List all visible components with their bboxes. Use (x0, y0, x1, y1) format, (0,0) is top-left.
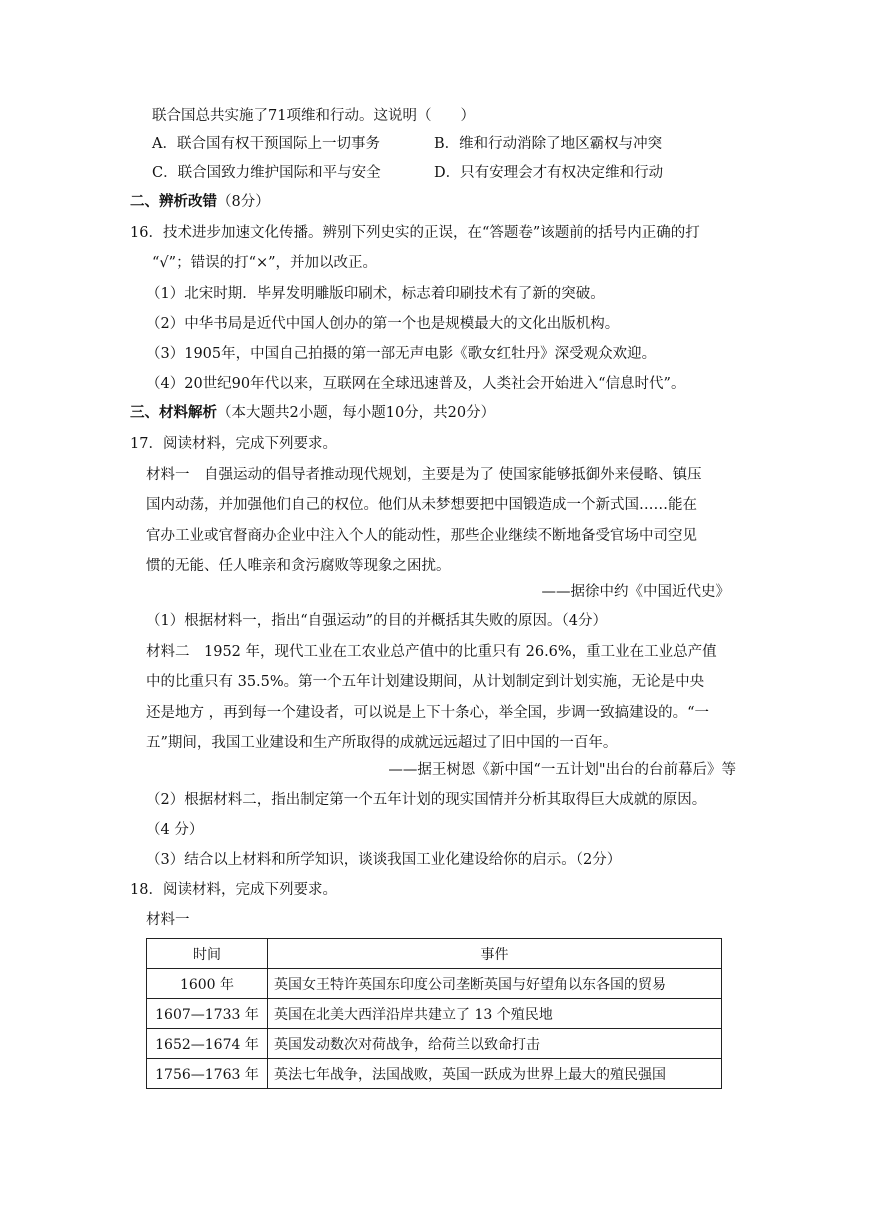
table-cell-time: 1756—1763 年 (147, 1059, 268, 1089)
table-row (147, 969, 722, 999)
table-row (147, 1029, 722, 1059)
table-header-event: 事件 (268, 939, 722, 969)
q18-stem: 18．阅读材料，完成下列要求。 (130, 882, 337, 898)
section2-note: （8分） (217, 194, 270, 210)
table-cell-event: 英法七年战争，法国战败，英国一跃成为世界上最大的殖民强国 (268, 1059, 722, 1089)
q15-option-b: B．维和行动消除了地区霸权与冲突 (434, 136, 663, 152)
q17-question-1: （1）根据材料一，指出“自强运动”的目的并概括其失败的原因。（4分） (146, 613, 608, 629)
table-cell-time: 1600 年 (147, 969, 268, 999)
table-row (147, 1059, 722, 1089)
q17-question-3: （3）结合以上材料和所学知识，谈谈我国工业化建设给你的启示。（2分） (146, 852, 622, 868)
q17-material2-line2: 中的比重只有 35.5%。第一个五年计划建设期间，从计划制定到计划实施，无论是中央 (146, 674, 705, 690)
q15-option-d: D．只有安理会才有权决定维和行动 (434, 165, 664, 181)
q17-material1-source: ——据徐中约《中国近代史》 (541, 584, 730, 600)
table-cell-time: 1652—1674 年 (147, 1029, 268, 1059)
table-header-row (147, 939, 722, 969)
q17-material1-line2: 国内动荡，并加强他们自己的权位。他们从未梦想要把中国锻造成一个新式国……能在 (146, 497, 697, 513)
q17-material1-line3: 官办工业或官督商办企业中注入个人的能动性，那些企业继续不断地备受官场中司空见 (146, 528, 697, 544)
q17-question-2-line1: （2）根据材料二，指出制定第一个五年计划的现实国情并分析其取得巨大成就的原因。 (146, 792, 707, 808)
section2-title: 二、辨析改错 (130, 193, 217, 210)
q17-material2-line4: 五”期间，我国工业建设和生产所取得的成就远远超过了旧中国的一百年。 (146, 735, 618, 751)
q18-material1-label: 材料一 (146, 912, 190, 928)
q16-item-3: （3）1905年，中国自己拍摄的第一部无声电影《歌女红牡丹》深受观众欢迎。 (146, 346, 657, 362)
table-cell-event: 英国发动数次对荷战争，给荷兰以致命打击 (268, 1029, 722, 1059)
q17-material2-line1: 材料二 1952 年，现代工业在工农业总产值中的比重只有 26.6%，重工业在工业总产值 (146, 644, 717, 660)
q16-stem-line2: “√”；错误的打“×”，并加以改正。 (152, 255, 378, 271)
table-cell-time: 1607—1733 年 (147, 999, 268, 1029)
section3-title: 三、材料解析 (130, 404, 217, 421)
q17-material1-line4: 惯的无能、任人唯亲和贪污腐败等现象之困扰。 (146, 558, 451, 574)
q17-question-2-line2: （4 分） (146, 822, 204, 838)
table-cell-event: 英国女王特许英国东印度公司垄断英国与好望角以东各国的贸易 (268, 969, 722, 999)
q17-material1-line1: 材料一 自强运动的倡导者推动现代规划，主要是为了 使国家能够抵御外来侵略、镇压 (146, 467, 702, 483)
table-header-time: 时间 (147, 939, 268, 969)
q17-material2-line3: 还是地方 ，再到每一个建设者，可以说是上下十条心，举全国，步调一致搞建设的。“一 (146, 705, 710, 721)
table-cell-event: 英国在北美大西洋沿岸共建立了 13 个殖民地 (268, 999, 722, 1029)
q16-item-4: （4）20世纪90年代以来，互联网在全球迅速普及，人类社会开始进入“信息时代”。 (146, 376, 686, 392)
q17-stem: 17．阅读材料，完成下列要求。 (130, 436, 337, 452)
q15-stem-tail: 联合国总共实施了71项维和行动。这说明（ ） (152, 108, 475, 124)
section3-heading (130, 403, 495, 423)
table-row (147, 999, 722, 1029)
section3-note: （本大题共2小题，每小题10分，共20分） (217, 405, 496, 421)
q16-item-1: （1）北宋时期．毕昇发明雕版印刷术，标志着印刷技术有了新的突破。 (146, 286, 605, 302)
q16-item-2: （2）中华书局是近代中国人创办的第一个也是规模最大的文化出版机构。 (146, 316, 620, 332)
q16-stem-line1: 16．技术进步加速文化传播。辨别下列史实的正误，在“答题卷”该题前的括号内正确的打 (130, 225, 700, 241)
q17-material2-source: ——据王树恩《新中国“一五计划"出台的台前幕后》等 (388, 762, 736, 778)
q15-option-a: A．联合国有权干预国际上一切事务 (152, 136, 380, 152)
events-table (146, 938, 722, 1089)
section2-heading (130, 192, 270, 212)
q15-option-c: C．联合国致力维护国际和平与安全 (152, 165, 381, 181)
